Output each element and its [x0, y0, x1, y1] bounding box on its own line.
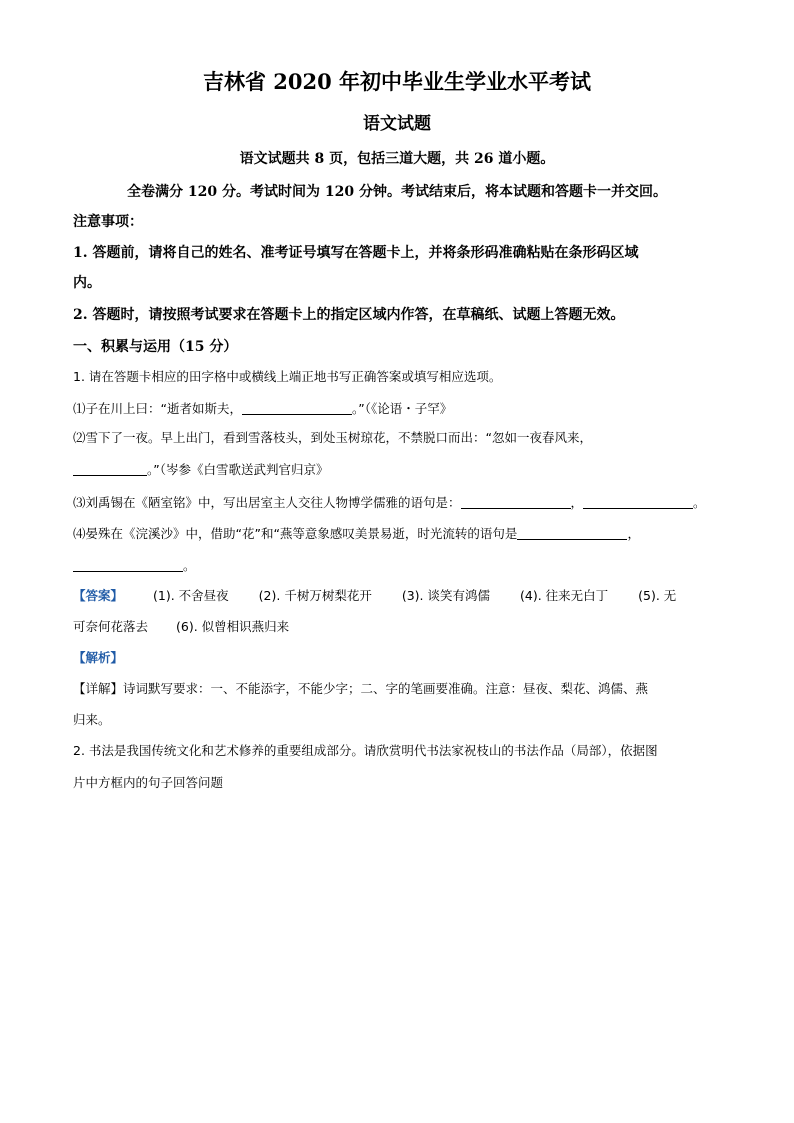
answer-blank[interactable]	[583, 496, 693, 509]
notes-heading: 注意事项：	[73, 214, 143, 230]
note-2: 2. 答题时，请按照考试要求在答题卡上的指定区域内作答，在草稿纸、试题上答题无效。	[73, 307, 625, 323]
answer-item: (1). 不舍昼夜	[153, 588, 229, 603]
q1-part-3-sep: ，	[570, 495, 584, 510]
exam-title: 吉林省 2020 年初中毕业生学业水平考试	[202, 69, 592, 94]
answer-label: 【答案】	[73, 588, 124, 603]
answer-item: (5). 无	[638, 588, 677, 603]
answer-item: (4). 往来无白丁	[519, 588, 609, 603]
answer-item: (3). 谈笑有鸿儒	[401, 588, 490, 603]
note-1-line-1: 1. 答题前，请将自己的姓名、准考证号填写在答题卡上，并将条形码准确粘贴在条形码区域	[73, 245, 639, 261]
q1-stem: 1. 请在答题卡相应的田字格中或横线上端正地书写正确答案或填写相应选项。	[73, 369, 502, 384]
q1-part-1-text-a: ⑴子在川上曰：“逝者如斯夫，	[73, 401, 242, 416]
q1-part-1	[73, 402, 452, 416]
q2-line-1: 2. 书法是我国传统文化和艺术修养的重要组成部分。请欣赏明代书法家祝枝山的书法作品（局部），依据图	[73, 743, 658, 758]
q1-part-3-end: 。	[693, 495, 706, 510]
answer-item: 可奈何花落去	[73, 619, 149, 634]
answer-item: (6). 似曾相识燕归来	[176, 619, 290, 634]
analysis-detail-line-1: 【详解】诗词默写要求：一、不能添字，不能少字；二、字的笔画要准确。注意：昼夜、梨花、鸿儒、燕	[73, 681, 649, 696]
q1-part-4-end: 。	[183, 558, 196, 573]
answer-blank[interactable]	[73, 463, 147, 476]
answer-blank[interactable]	[461, 496, 571, 509]
q1-part-4-line-2	[73, 559, 196, 573]
q1-part-2-line-1: ⑵雪下了一夜。早上出门，看到雪落枝头，到处玉树琼花，不禁脱口而出：“忽如一夜春风来，	[73, 430, 592, 445]
analysis-detail-line-2: 归来。	[73, 712, 111, 727]
q1-part-3-text-a: ⑶刘禹锡在《陋室铭》中，写出居室主人交往人物博学儒雅的语句是：	[73, 495, 461, 510]
answer-item: (2). 千树万树梨花开	[258, 588, 372, 603]
note-1-line-2: 内。	[73, 275, 101, 291]
q1-part-2-line-2	[73, 463, 328, 477]
intro-line-2: 全卷满分 120 分。考试时间为 120 分钟。考试结束后，将本试题和答题卡一并交回。	[127, 184, 667, 200]
q1-part-1-text-b: 。”（《论语・子罕》	[351, 401, 453, 416]
exam-subtitle: 语文试题	[363, 114, 431, 134]
answer-blank[interactable]	[242, 402, 352, 415]
answer-line-1	[73, 590, 721, 603]
answer-blank[interactable]	[73, 559, 183, 572]
answer-blank[interactable]	[517, 527, 627, 540]
answer-line-2	[73, 621, 289, 634]
q1-part-4-sep: ，	[627, 526, 640, 541]
analysis-label: 【解析】	[73, 650, 124, 665]
section-1-heading: 一、积累与运用（15 分）	[73, 339, 238, 355]
q1-part-3	[73, 496, 706, 510]
q2-line-2: 片中方框内的句子回答问题	[73, 775, 224, 790]
q1-part-4	[73, 527, 640, 541]
intro-line-1: 语文试题共 8 页，包括三道大题，共 26 道小题。	[239, 151, 555, 167]
q1-part-4-text-a: ⑷晏殊在《浣溪沙》中，借助“花”和“燕等意象感叹美景易逝，时光流转的语句是	[73, 526, 518, 541]
q1-part-2-text-b: 。”（岑参《白雪歌送武判官归京》	[147, 462, 329, 477]
